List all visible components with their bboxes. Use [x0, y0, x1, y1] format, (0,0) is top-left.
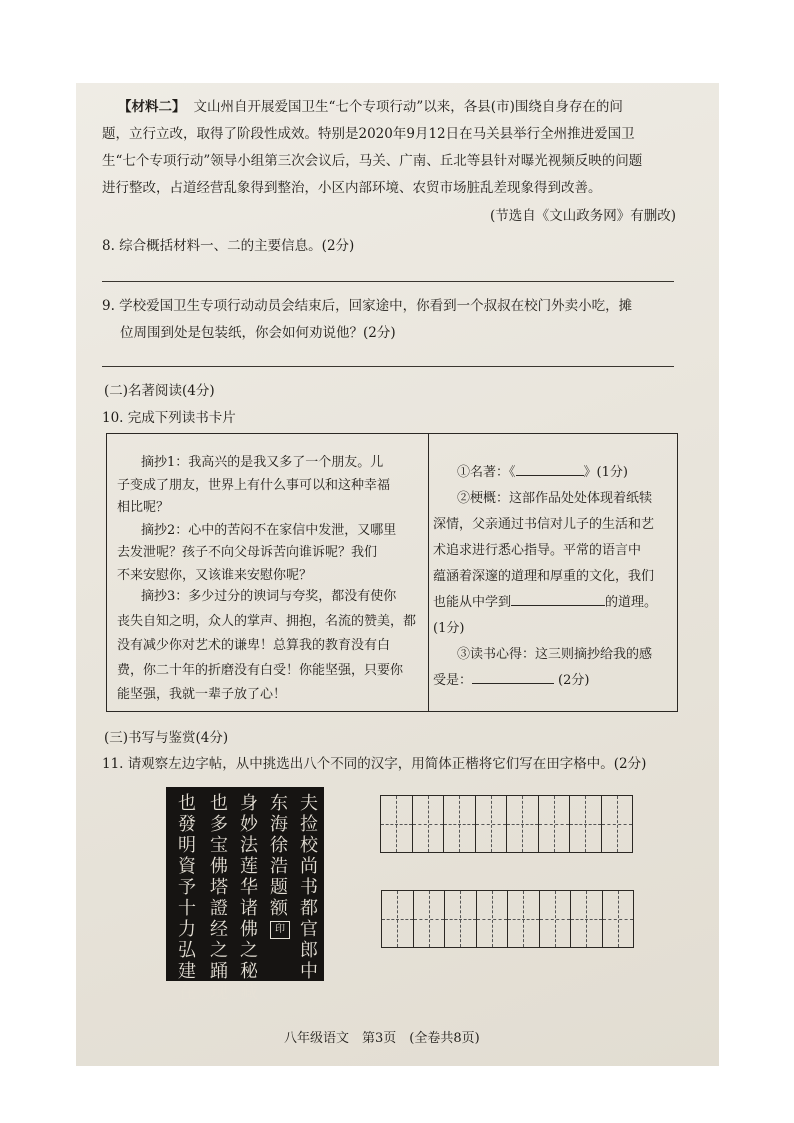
section-2-heading: (二)名著阅读(4分)	[104, 383, 215, 399]
material2-label: 【材料二】	[118, 99, 186, 115]
rubbing-character: 塔	[210, 877, 228, 898]
material2-line1	[118, 97, 623, 117]
tianzige-cell[interactable]	[414, 890, 446, 948]
rubbing-character: 秘	[240, 961, 258, 982]
tianzige-cell[interactable]	[507, 795, 539, 853]
rubbing-character: 华	[240, 877, 258, 898]
rubbing-character: 佛	[240, 919, 258, 940]
rubbing-character: 校	[300, 835, 318, 856]
excerpt-3-line3: 没有减少你对艺术的谦卑！总算我的教育没有白	[117, 638, 391, 653]
tianzige-cell[interactable]	[382, 890, 414, 948]
rubbing-character: 多	[210, 814, 228, 835]
synopsis-score: (1分)	[433, 621, 465, 636]
tianzige-cell[interactable]	[476, 795, 508, 853]
rubbing-character: 予	[178, 877, 196, 898]
rubbing-character: 书	[300, 877, 318, 898]
question-9-line1: 9. 学校爱国卫生专项行动动员会结束后，回家途中，你看到一个叔叔在校门外卖小吃，摊	[102, 298, 633, 314]
synopsis-line3: 术追求进行悉心指导。平常的语言中	[433, 543, 642, 558]
rubbing-character: 之	[240, 940, 258, 961]
rubbing-character: 證	[210, 898, 228, 919]
rubbing-character: 夫	[300, 793, 318, 814]
excerpt-1-line3: 相比呢？	[117, 500, 170, 515]
rubbing-character: 浩	[270, 856, 288, 877]
section-3-heading: (三)书写与鉴赏(4分)	[104, 730, 229, 746]
material2-line3: 生“七个专项行动”领导小组第三次会议后，马关、广南、丘北等县针对曝光视频反映的问题	[102, 153, 643, 169]
rubbing-character: 额	[270, 898, 288, 919]
synopsis-line2: 深情，父亲通过书信对儿子的生活和艺	[433, 517, 655, 532]
tianzige-cell[interactable]	[477, 890, 509, 948]
page-footer: 八年级语文 第3页 (全卷共8页)	[284, 1031, 480, 1046]
rubbing-character: 力	[178, 919, 196, 940]
rubbing-character: 明	[178, 835, 196, 856]
tianzige-cell[interactable]	[602, 795, 634, 853]
rubbing-character: 东	[270, 793, 288, 814]
rubbing-character: 尚	[300, 856, 318, 877]
excerpt-3-line4: 费，你二十年的折磨没有白受！你能坚强，只要你	[117, 662, 404, 678]
rubbing-character: 藏	[240, 982, 258, 1003]
answer-line-q9[interactable]	[102, 366, 674, 367]
rubbing-character: 郎	[300, 940, 318, 961]
rubbing-character: 十	[178, 898, 196, 919]
rubbing-character: 莲	[240, 856, 258, 877]
rubbing-character: 徐	[270, 835, 288, 856]
tianzige-cell[interactable]	[413, 795, 445, 853]
rubbing-character: 现	[210, 982, 228, 1003]
reflection-line2: 受是： (2分)	[433, 668, 589, 694]
excerpt-2-line2: 去发泄呢？孩子不向父母诉苦向谁诉呢？我们	[117, 545, 378, 560]
calligraphy-rubbing	[166, 787, 324, 1003]
rubbing-column-1	[298, 793, 320, 982]
rubbing-column-4	[208, 793, 230, 1003]
book-title-row: ①名著：《 》(1分)	[457, 460, 628, 486]
tianzige-cell[interactable]	[508, 890, 540, 948]
rubbing-character: 都	[300, 898, 318, 919]
book-title-blank[interactable]	[516, 461, 584, 476]
tianzige-cell[interactable]	[539, 795, 571, 853]
tianzige-row-1	[380, 795, 633, 853]
material2-line2: 题，立行立改，取得了阶段性成效。特别是2020年9月12日在马关县举行全州推进爱国卫	[102, 126, 635, 142]
answer-line-q8[interactable]	[102, 281, 674, 282]
tianzige-cell[interactable]	[570, 795, 602, 853]
rubbing-character: 捡	[300, 814, 318, 835]
card-divider	[428, 434, 429, 711]
excerpt-3-line5: 能坚强，我就一辈子放了心！	[117, 687, 287, 702]
synopsis-line5: 也能从中学到 的道理。	[433, 590, 657, 616]
seal-mark: 印	[270, 921, 290, 939]
tianzige-cell[interactable]	[444, 795, 476, 853]
excerpt-1-line2: 子变成了朋友，世界上有什么事可以和这种幸福	[117, 477, 391, 493]
rubbing-character: 海	[270, 814, 288, 835]
question-9-line2: 位周围到处是包装纸，你会如何劝说他？(2分)	[120, 325, 396, 341]
tianzige-cell[interactable]	[381, 795, 413, 853]
material2-line4: 进行整改，占道经营乱象得到整治，小区内部环境、农贸市场脏乱差现象得到改善。	[102, 180, 602, 196]
tianzige-row-2	[381, 890, 634, 948]
rubbing-character: 题	[270, 877, 288, 898]
reflection-blank[interactable]	[472, 669, 554, 684]
reflection-line1: ③读书心得：这三则摘抄给我的感	[457, 647, 653, 662]
excerpt-3-line2: 丧失自知之明，众人的掌声、拥抱，名流的赞美，都	[117, 613, 417, 629]
rubbing-character: 佛	[210, 856, 228, 877]
rubbing-character: 也	[178, 793, 196, 814]
rubbing-character: 法	[240, 835, 258, 856]
question-8: 8. 综合概括材料一、二的主要信息。(2分)	[102, 238, 355, 254]
rubbing-character: 经	[210, 919, 228, 940]
synopsis-line1: ②梗概：这部作品处处体现着纸犊	[457, 491, 653, 506]
excerpt-2-line1: 摘抄2：心中的苦闷不在家信中发泄，又哪里	[141, 522, 397, 538]
rubbing-character: 身	[240, 793, 258, 814]
rubbing-column-5	[176, 793, 198, 1003]
rubbing-character: 踊	[210, 961, 228, 982]
rubbing-character: 建	[178, 961, 196, 982]
rubbing-character: 在	[178, 982, 196, 1003]
material2-text1: 文山州自开展爱国卫生“七个专项行动”以来，各县(市)围绕自身存在的问	[193, 99, 623, 115]
rubbing-character: 妙	[240, 814, 258, 835]
tianzige-cell[interactable]	[603, 890, 635, 948]
rubbing-character: 诸	[240, 898, 258, 919]
tianzige-cell[interactable]	[445, 890, 477, 948]
rubbing-character: 之	[210, 940, 228, 961]
excerpt-3-line1: 摘抄3：多少过分的谀词与夸奖，都没有使你	[141, 589, 397, 604]
rubbing-character: 官	[300, 919, 318, 940]
lesson-blank[interactable]	[511, 591, 605, 606]
rubbing-character: 中	[300, 961, 318, 982]
tianzige-cell[interactable]	[571, 890, 603, 948]
rubbing-character: 宝	[210, 835, 228, 856]
excerpt-1-line1: 摘抄1：我高兴的是我又多了一个朋友。儿	[141, 455, 384, 470]
excerpt-2-line3: 不来安慰你，又该谁来安慰你呢？	[117, 567, 313, 583]
reading-card	[106, 433, 678, 712]
rubbing-column-2	[268, 793, 290, 919]
rubbing-character: 發	[178, 814, 196, 835]
question-10: 10. 完成下列读书卡片	[102, 410, 236, 426]
material2-source: (节选自《文山政务网》有删改)	[490, 208, 677, 224]
synopsis-line4: 蕴涵着深邃的道理和厚重的文化，我们	[433, 569, 655, 584]
rubbing-character: 弘	[178, 940, 196, 961]
rubbing-character: 也	[210, 793, 228, 814]
tianzige-cell[interactable]	[540, 890, 572, 948]
rubbing-column-3	[238, 793, 260, 1003]
rubbing-character: 資	[178, 856, 196, 877]
question-11: 11. 请观察左边字帖，从中挑选出八个不同的汉字，用简体正楷将它们写在田字格中。(2分)	[102, 756, 647, 772]
